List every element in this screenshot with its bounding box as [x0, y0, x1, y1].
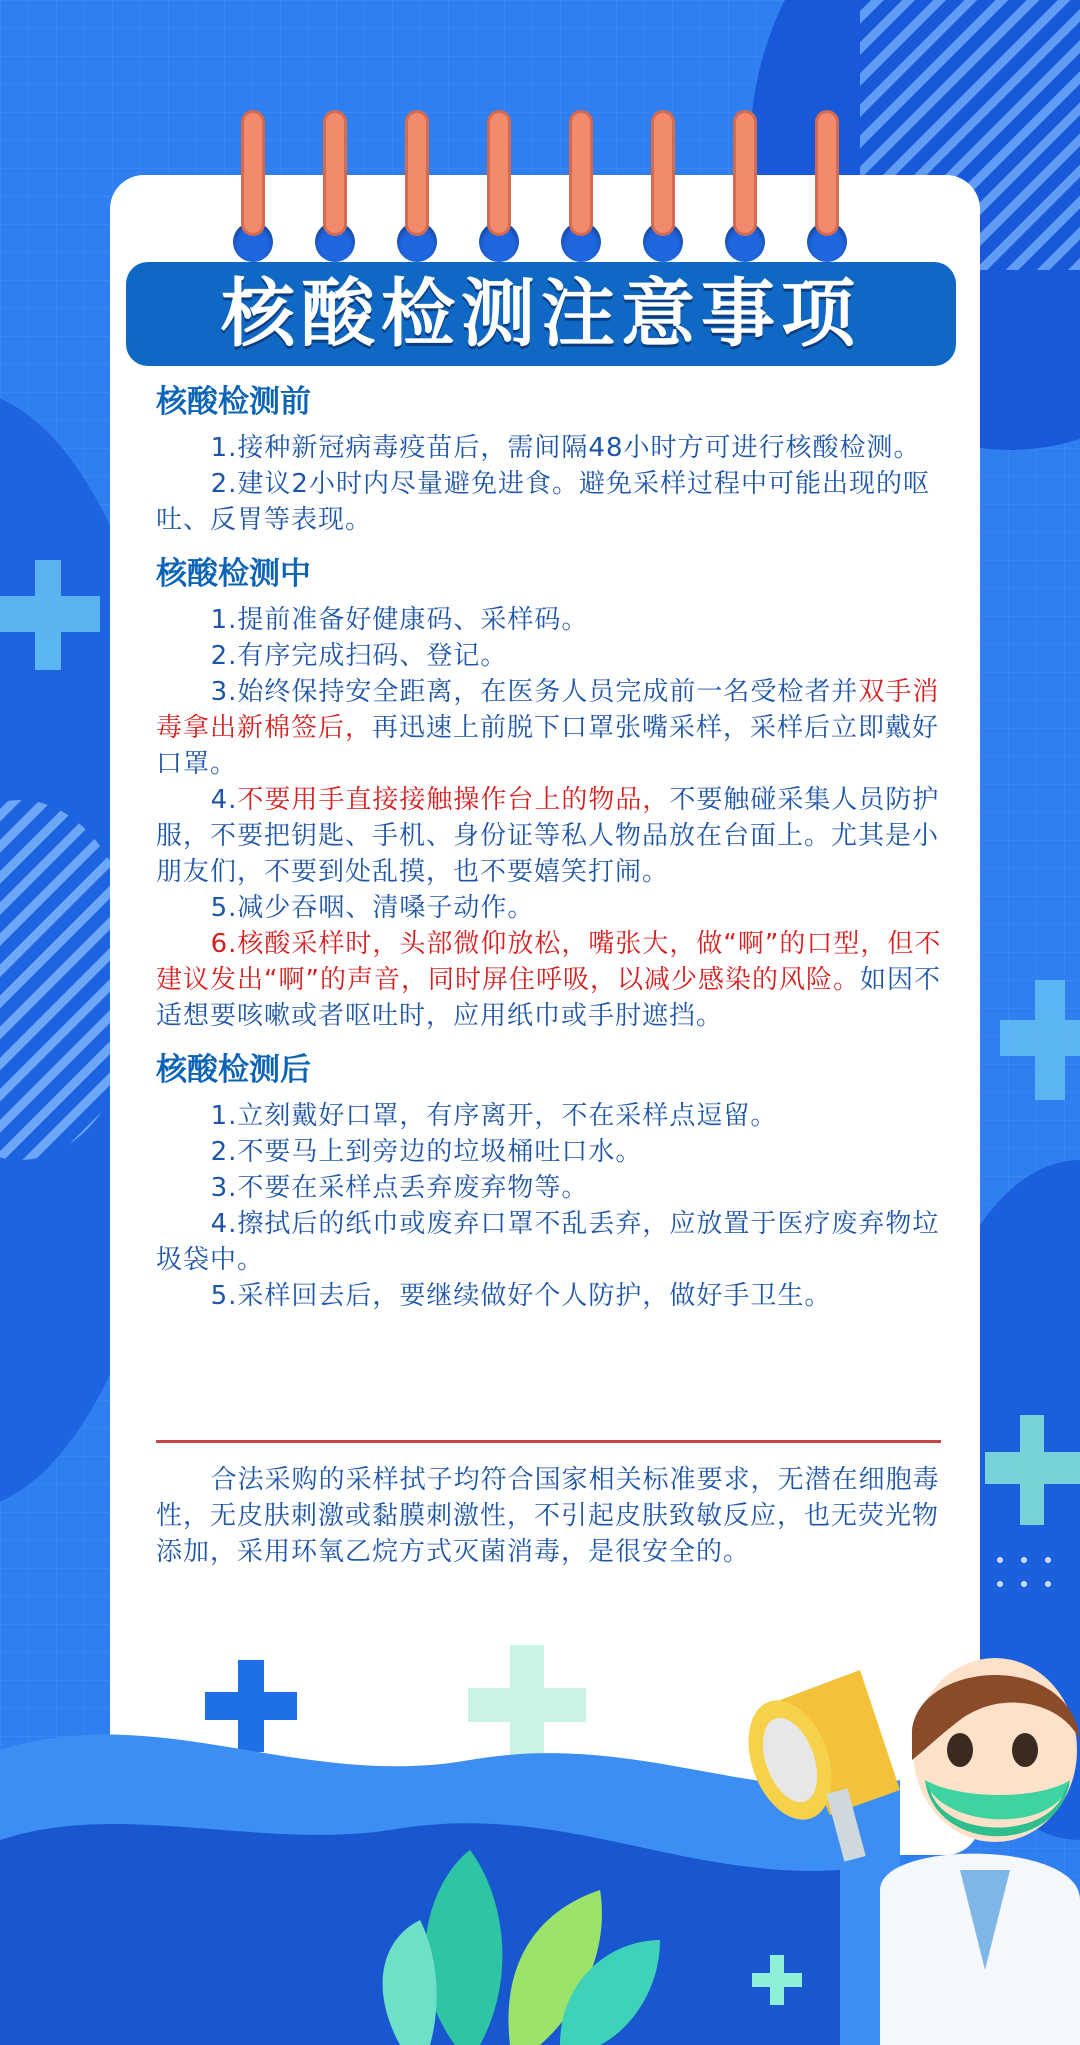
- divider: [156, 1440, 941, 1443]
- binder-tab-icon: [405, 110, 429, 236]
- list-item: 1.立刻戴好口罩，有序离开，不在采样点逗留。: [210, 1101, 778, 1131]
- binder-tab-icon: [569, 110, 593, 236]
- section-heading-during: 核酸检测中: [156, 556, 311, 592]
- binder-tab-icon: [323, 110, 347, 236]
- item-highlight: 不要用手直接接触操作台上的物品，: [237, 785, 670, 815]
- bottom-illustration: [0, 1640, 1080, 2045]
- list-item: 4.擦拭后的纸巾或废弃口罩不乱丢弃，应放置于医疗废弃物垃圾袋中。: [156, 1209, 940, 1275]
- binder-tab-icon: [733, 110, 757, 236]
- list-item: 5.减少吞咽、清嗓子动作。: [210, 893, 535, 923]
- doctor-illustration: [880, 1658, 1080, 2045]
- safety-note: 合法采购的采样拭子均符合国家相关标准要求，无潜在细胞毒性，无皮肤刺激或黏膜刺激性，不引起皮肤致敏反应，也无荧光物添加，采用环氧乙烷方式灭菌消毒，是很安全的。: [156, 1465, 940, 1567]
- list-item: 2.有序完成扫码、登记。: [210, 641, 508, 671]
- item-text: 3.始终保持安全距离，在医务人员完成前一名受检者并: [210, 677, 859, 707]
- plus-icon-blue: [205, 1660, 297, 1752]
- item-text: 再迅速上前脱下口罩张嘴采样，采样后立即戴好口罩。: [156, 713, 940, 779]
- plus-icon-mint: [468, 1645, 586, 1765]
- notice-content: [156, 380, 946, 1314]
- list-item: 3.不要在采样点丢弃废弃物等。: [210, 1173, 589, 1203]
- section-heading-before: 核酸检测前: [156, 384, 311, 420]
- list-item: 2.不要马上到旁边的垃圾桶吐口水。: [210, 1137, 643, 1167]
- page-title: 核酸检测注意事项: [221, 271, 861, 357]
- binder-tab-icon: [487, 110, 511, 236]
- list-item: 1.提前准备好健康码、采样码。: [210, 605, 589, 635]
- list-item: 5.采样回去后，要继续做好个人防护，做好手卫生。: [210, 1281, 832, 1311]
- list-item: [156, 782, 946, 890]
- item-highlight: 6.核酸采样时，头部微仰放松，嘴张大，做“啊”的口型，但不建议发出“啊”的声音，同时屏住呼吸，以减少感染的风险。: [156, 929, 942, 995]
- section-heading-after: 核酸检测后: [156, 1052, 311, 1088]
- item-highlight: 双手消毒拿出新棉签后，: [156, 677, 940, 743]
- list-item: [156, 926, 946, 1034]
- item-text: 如因不适想要咳嗽或者呕吐时，应用纸巾或手肘遮挡。: [156, 965, 941, 1031]
- binder-tab-icon: [241, 110, 265, 236]
- binder-tab-icon: [815, 110, 839, 236]
- list-item: [156, 674, 946, 782]
- item-text: 不要触碰采集人员防护服，不要把钥匙、手机、身份证等私人物品放在台面上。尤其是小朋友们，不要到处乱摸，也不要嬉笑打闹。: [156, 785, 940, 887]
- list-item: 1.接种新冠病毒疫苗后，需间隔48小时方可进行核酸检测。: [210, 433, 921, 463]
- item-text: 4.: [210, 785, 238, 815]
- list-item: 2.建议2小时内尽量避免进食。避免采样过程中可能出现的呕吐、反胃等表现。: [156, 469, 930, 535]
- binder-tab-icon: [651, 110, 675, 236]
